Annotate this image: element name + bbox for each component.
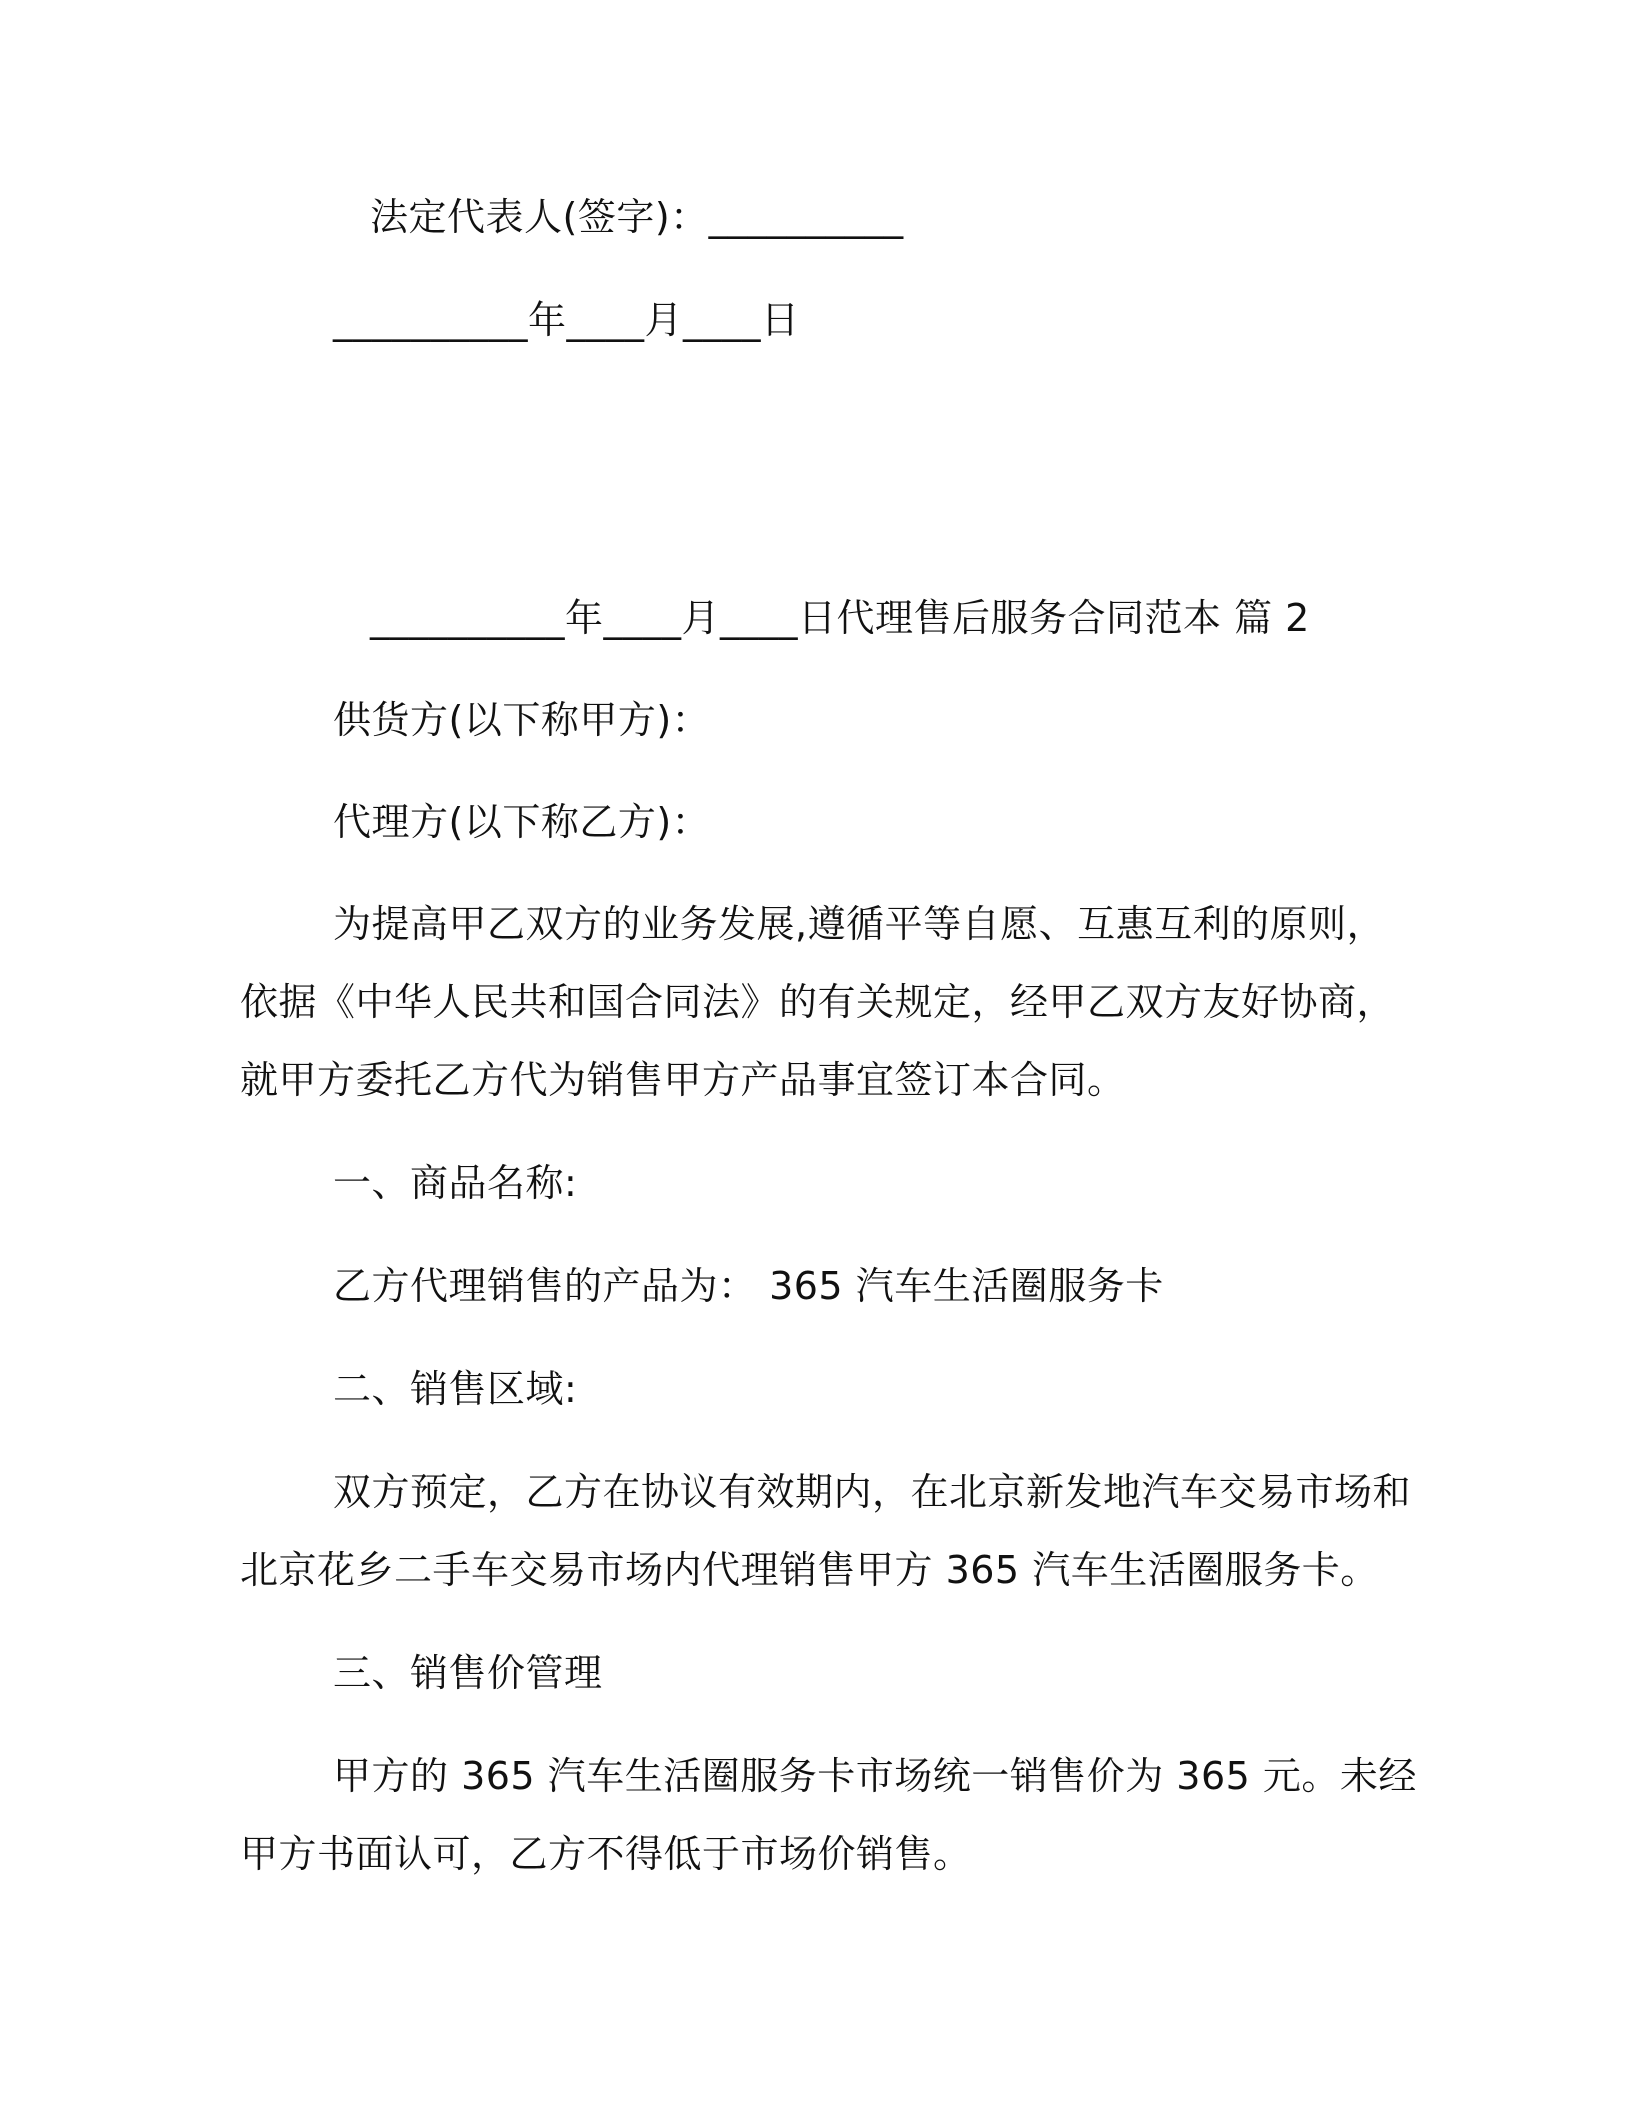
clause-3-heading: 三、销售价管理	[333, 1651, 603, 1695]
signature-date-line: __________年____月____日	[333, 298, 800, 342]
clause-2-heading: 二、销售区域:	[333, 1367, 578, 1411]
intro-paragraph-line-2: 依据《中华人民共和国合同法》的有关规定，经甲乙双方友好协商，	[240, 980, 1396, 1024]
clause-2-body-line-1: 双方预定，乙方在协议有效期内，在北京新发地汽车交易市场和	[333, 1470, 1412, 1514]
legal-representative-signature-line: 法定代表人(签字)：__________	[370, 195, 904, 239]
intro-paragraph-line-3: 就甲方委托乙方代为销售甲方产品事宜签订本合同。	[240, 1058, 1126, 1102]
supplier-party-line: 供货方(以下称甲方)：	[333, 698, 711, 742]
clause-3-body-line-2: 甲方书面认可，乙方不得低于市场价销售。	[240, 1832, 972, 1876]
clause-2-body-line-2: 北京花乡二手车交易市场内代理销售甲方 365 汽车生活圈服务卡。	[240, 1548, 1379, 1592]
agent-party-line: 代理方(以下称乙方)：	[333, 800, 711, 844]
clause-3-body-line-1: 甲方的 365 汽车生活圈服务卡市场统一销售价为 365 元。未经	[333, 1754, 1417, 1798]
clause-1-body: 乙方代理销售的产品为： 365 汽车生活圈服务卡	[333, 1264, 1164, 1308]
clause-1-heading: 一、商品名称:	[333, 1161, 578, 1205]
section-title: __________年____月____日代理售后服务合同范本 篇 2	[370, 596, 1310, 640]
intro-paragraph-line-1: 为提高甲乙双方的业务发展,遵循平等自愿、互惠互利的原则，	[333, 902, 1386, 946]
